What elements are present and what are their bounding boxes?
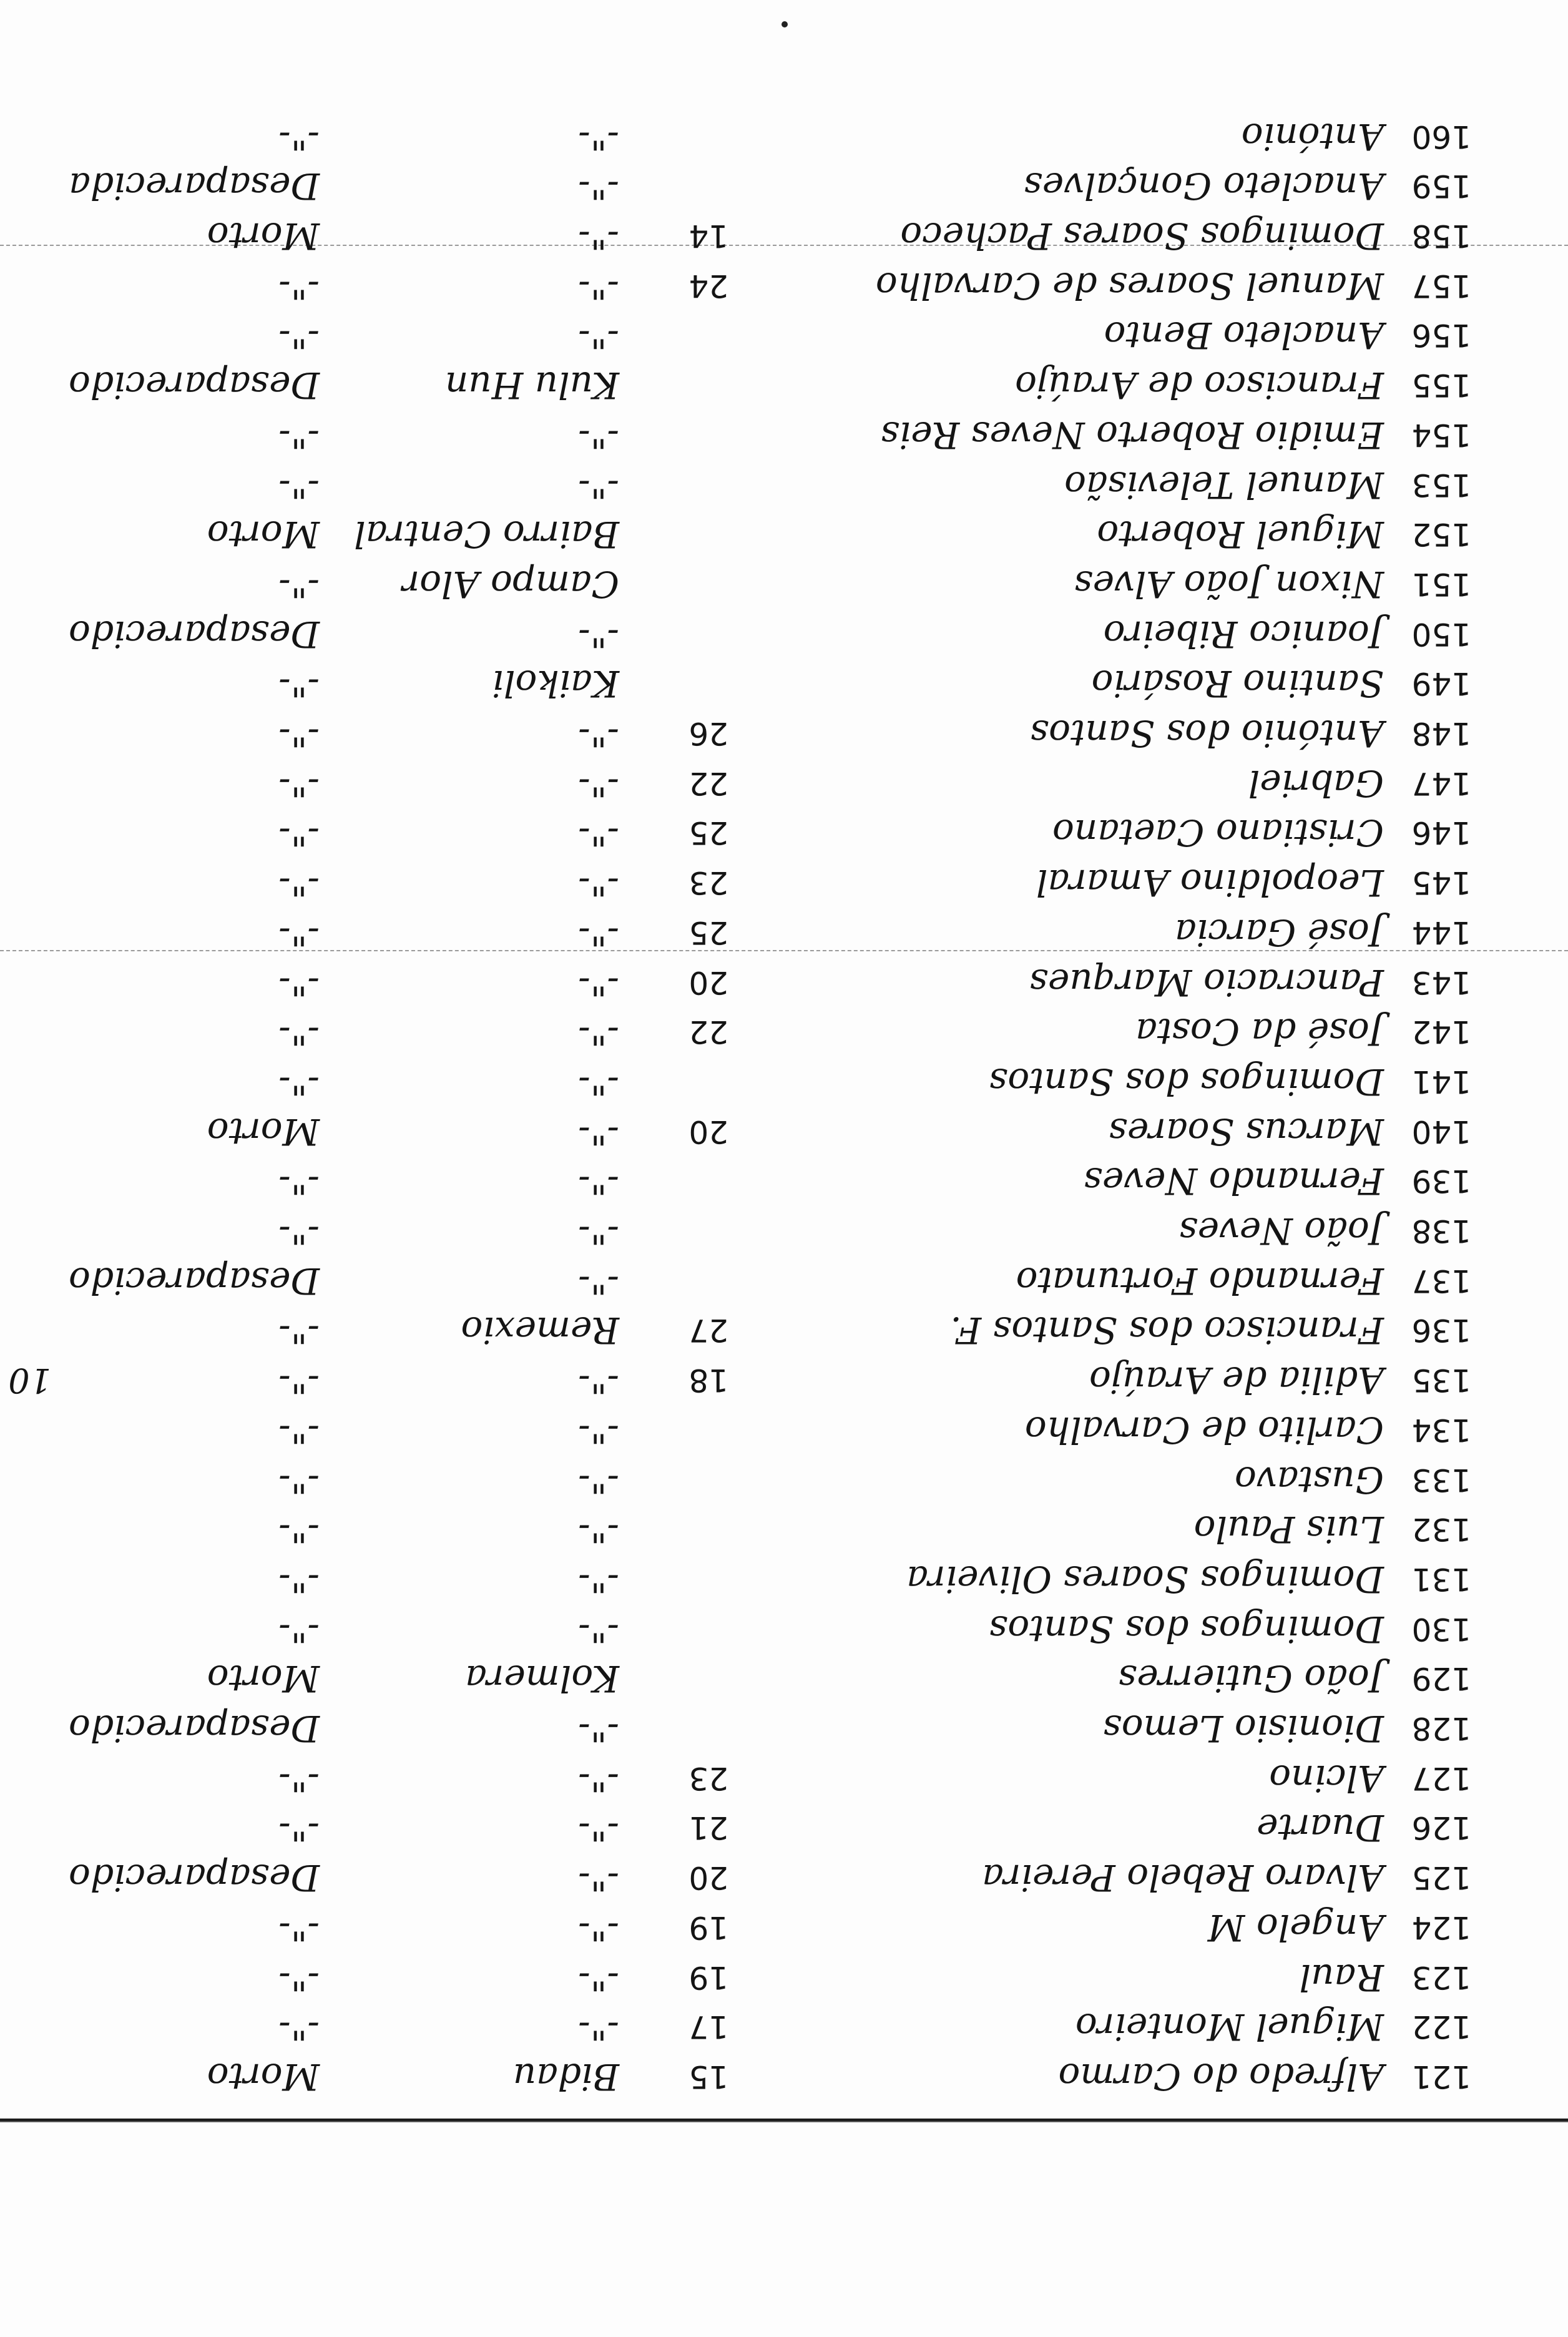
row-number: 139 [1411, 1163, 1471, 1199]
person-name: João Neves [1178, 1210, 1384, 1252]
list-row [0, 959, 1568, 1006]
place-name: Kulu Hun [444, 364, 619, 406]
person-status: -"- [278, 464, 320, 506]
person-name: António [1241, 115, 1384, 158]
place-name: -"- [578, 861, 619, 904]
person-name: Luis Paulo [1193, 1508, 1384, 1551]
person-name: Leopoldino Amaral [1036, 861, 1384, 904]
list-row [0, 1506, 1568, 1552]
person-name: Santino Rosário [1091, 662, 1384, 705]
row-number: 122 [1411, 2009, 1471, 2045]
place-name: -"- [578, 1409, 619, 1451]
place-name: -"- [578, 1707, 619, 1750]
place-name: -"- [578, 414, 619, 456]
person-age: 20 [688, 1114, 728, 1150]
person-name: Marcus Soares [1109, 1110, 1384, 1153]
person-status: -"- [278, 1806, 320, 1849]
row-number: 145 [1411, 865, 1471, 901]
person-name: Miguel Roberto [1097, 513, 1384, 556]
person-status: -"- [278, 1906, 320, 1949]
person-status: -"- [278, 1160, 320, 1202]
person-status: -"- [278, 712, 320, 755]
person-name: José da Costa [1135, 1011, 1384, 1053]
person-name: Domingos Soares Pacheco [900, 215, 1384, 257]
row-number: 142 [1411, 1014, 1471, 1050]
person-status: -"- [278, 1608, 320, 1650]
list-row [0, 1805, 1568, 1851]
place-name: -"- [578, 1906, 619, 1949]
list-row [0, 561, 1568, 607]
person-name: Dionisio Lemos [1102, 1707, 1384, 1750]
row-number: 153 [1411, 467, 1471, 503]
person-age: 26 [688, 715, 728, 752]
list-row [0, 1357, 1568, 1403]
list-row [0, 1208, 1568, 1254]
list-row [0, 1655, 1568, 1702]
list-row [0, 1009, 1568, 1055]
person-status: Desaparecida [69, 165, 320, 207]
person-name: Anacleto Bento [1104, 314, 1384, 356]
person-age: 22 [688, 1014, 728, 1050]
person-status: Desaparecido [68, 364, 320, 406]
list-row [0, 511, 1568, 557]
place-name: -"- [578, 1757, 619, 1800]
place-name: -"- [578, 762, 619, 805]
list-row [0, 263, 1568, 309]
place-name: -"- [578, 911, 619, 954]
person-status: Morto [207, 1110, 320, 1153]
person-name: Pancracio Marques [1029, 961, 1384, 1004]
row-number: 156 [1411, 317, 1471, 353]
person-name: Cristiano Caetano [1052, 811, 1384, 854]
row-number: 141 [1411, 1064, 1471, 1100]
place-name: -"- [578, 1110, 619, 1153]
person-status: -"- [278, 1210, 320, 1252]
place-name: -"- [578, 1359, 619, 1401]
person-status: Desaparecido [68, 1856, 320, 1899]
list-row [0, 1109, 1568, 1155]
list-row [0, 660, 1568, 707]
row-number: 154 [1411, 417, 1471, 453]
row-number: 157 [1411, 268, 1471, 304]
place-name: Bairro Central [354, 513, 619, 556]
person-status: -"- [278, 115, 320, 158]
person-status: -"- [278, 1359, 320, 1401]
row-number: 147 [1411, 765, 1471, 801]
row-number: 160 [1411, 119, 1471, 155]
place-name: Campo Alor [402, 563, 619, 605]
person-name: José Garcia [1175, 911, 1384, 954]
row-number: 127 [1411, 1760, 1471, 1796]
person-status: -"- [278, 1309, 320, 1351]
person-status: -"- [278, 1409, 320, 1451]
place-name: -"- [578, 1160, 619, 1202]
person-name: Carlito de Carvalho [1024, 1409, 1384, 1451]
list-row [0, 860, 1568, 906]
list-row [0, 760, 1568, 806]
list-row [0, 2004, 1568, 2050]
person-status: -"- [278, 563, 320, 605]
row-number: 135 [1411, 1362, 1471, 1398]
person-status: -"- [278, 961, 320, 1004]
person-status: -"- [278, 861, 320, 904]
row-number: 151 [1411, 566, 1471, 602]
list-row [0, 2054, 1568, 2100]
person-name: Gabriel [1248, 762, 1384, 805]
person-name: Raul [1299, 1956, 1384, 1999]
person-status: -"- [278, 1508, 320, 1551]
list-row [0, 1307, 1568, 1353]
row-number: 126 [1411, 1810, 1471, 1846]
person-name: Emidio Roberto Neves Reis [880, 414, 1384, 456]
list-row [0, 1158, 1568, 1204]
place-name: -"- [578, 1061, 619, 1103]
place-name: -"- [578, 165, 619, 207]
place-name: -"- [578, 215, 619, 257]
person-name: Alvaro Rebelo Pereira [982, 1856, 1384, 1899]
person-status: -"- [278, 1757, 320, 1800]
person-name: Domingos dos Santos [989, 1608, 1384, 1650]
person-age: 24 [688, 268, 728, 304]
person-status: -"- [278, 811, 320, 854]
person-status: -"- [278, 1011, 320, 1053]
person-age: 17 [688, 2009, 728, 2045]
person-name: Gustavo [1234, 1459, 1384, 1501]
person-name: Angelo M [1208, 1906, 1384, 1949]
person-status: -"- [278, 314, 320, 356]
place-name: -"- [578, 1459, 619, 1501]
row-number: 136 [1411, 1312, 1471, 1348]
person-status: Morto [207, 1657, 320, 1700]
row-number: 138 [1411, 1213, 1471, 1249]
person-status: -"- [278, 414, 320, 456]
person-age: 23 [688, 1760, 728, 1796]
person-name: Fernando Fortunato [1016, 1260, 1384, 1302]
place-name: -"- [578, 1260, 619, 1302]
header-rule-thick [0, 2119, 1568, 2121]
person-name: Anacleto Gonçalves [1024, 165, 1384, 207]
person-status: Morto [207, 215, 320, 257]
row-number: 149 [1411, 665, 1471, 702]
person-age: 23 [688, 865, 728, 901]
list-row [0, 1854, 1568, 1901]
list-row [0, 710, 1568, 757]
row-number: 140 [1411, 1114, 1471, 1150]
person-name: Duarte [1257, 1806, 1384, 1849]
row-number: 128 [1411, 1710, 1471, 1747]
list-row [0, 1606, 1568, 1652]
person-status: Desaparecido [68, 1707, 320, 1750]
place-name: Bidau [512, 2055, 619, 2098]
stray-mark [782, 21, 788, 27]
person-status: Morto [207, 2055, 320, 2098]
person-status: -"- [278, 911, 320, 954]
person-age: 15 [688, 2059, 728, 2095]
row-number: 123 [1411, 1959, 1471, 1996]
list-row [0, 163, 1568, 209]
person-name: Adilia de Araújo [1089, 1359, 1384, 1401]
person-age: 14 [688, 218, 728, 254]
list-row [0, 362, 1568, 408]
list-row [0, 213, 1568, 259]
row-number: 121 [1411, 2059, 1471, 2095]
person-name: João Gutierres [1118, 1657, 1384, 1700]
place-name: -"- [578, 1558, 619, 1600]
person-age: 18 [688, 1362, 728, 1398]
place-name: -"- [578, 314, 619, 356]
row-number: 130 [1411, 1611, 1471, 1647]
person-name: Domingos Soares Oliveira [906, 1558, 1384, 1600]
list-row [0, 1904, 1568, 1951]
person-status: -"- [278, 2006, 320, 2048]
person-name: Alfredo do Carmo [1058, 2055, 1384, 2098]
row-number: 146 [1411, 815, 1471, 851]
person-status: -"- [278, 762, 320, 805]
list-row [0, 1258, 1568, 1304]
list-row [0, 1556, 1568, 1602]
list-row [0, 1705, 1568, 1752]
person-age: 25 [688, 914, 728, 951]
person-age: 21 [688, 1810, 728, 1846]
person-status: -"- [278, 1558, 320, 1600]
list-row [0, 1407, 1568, 1453]
header-rule-thin [0, 2121, 1568, 2122]
person-status: Desaparecido [68, 1260, 320, 1302]
row-number: 150 [1411, 616, 1471, 652]
list-row [0, 909, 1568, 956]
person-name: Fernando Neves [1084, 1160, 1384, 1202]
person-age: 19 [688, 1959, 728, 1996]
list-row [0, 412, 1568, 458]
row-number: 152 [1411, 516, 1471, 552]
place-name: Kolmera [465, 1657, 619, 1700]
row-number: 143 [1411, 964, 1471, 1001]
list-row [0, 1457, 1568, 1503]
row-number: 132 [1411, 1511, 1471, 1547]
place-name: -"- [578, 811, 619, 854]
person-age: 20 [688, 1859, 728, 1896]
person-age: 20 [688, 964, 728, 1001]
place-name: -"- [578, 1608, 619, 1650]
person-age: 22 [688, 765, 728, 801]
person-name: Nixon João Alves [1074, 563, 1384, 605]
row-number: 129 [1411, 1660, 1471, 1697]
place-name: -"- [578, 1011, 619, 1053]
place-name: -"- [578, 1956, 619, 1999]
place-name: Kaikoli [492, 662, 619, 705]
list-row [0, 611, 1568, 657]
place-name: -"- [578, 1210, 619, 1252]
place-name: -"- [578, 115, 619, 158]
place-name: -"- [578, 613, 619, 655]
list-row [0, 1059, 1568, 1105]
list-row [0, 1954, 1568, 2001]
row-number: 159 [1411, 168, 1471, 204]
place-name: -"- [578, 265, 619, 307]
person-name: Manuel Televisão [1064, 464, 1384, 506]
person-name: Miguel Monteiro [1075, 2006, 1384, 2048]
row-number: 137 [1411, 1263, 1471, 1299]
place-name: -"- [578, 1806, 619, 1849]
row-number: 134 [1411, 1412, 1471, 1448]
row-number: 131 [1411, 1561, 1471, 1597]
person-status: -"- [278, 1459, 320, 1501]
person-name: Domingos dos Santos [989, 1061, 1384, 1103]
person-name: Joanico Ribeiro [1103, 613, 1384, 655]
place-name: -"- [578, 961, 619, 1004]
place-name: -"- [578, 2006, 619, 2048]
person-name: António dos Santos [1030, 712, 1384, 755]
person-name: Alcino [1269, 1757, 1384, 1800]
row-number: 133 [1411, 1462, 1471, 1498]
list-row [0, 810, 1568, 856]
place-name: -"- [578, 1508, 619, 1551]
person-name: Francisco dos Santos F. [950, 1309, 1384, 1351]
person-status: -"- [278, 1956, 320, 1999]
row-number: 148 [1411, 715, 1471, 752]
person-age: 19 [688, 1909, 728, 1946]
row-number: 144 [1411, 914, 1471, 951]
person-status: -"- [278, 662, 320, 705]
place-name: -"- [578, 712, 619, 755]
place-name: -"- [578, 1856, 619, 1899]
person-name: Francisco de Araújo [1015, 364, 1384, 406]
person-status: Desaparecido [68, 613, 320, 655]
person-status: -"- [278, 1061, 320, 1103]
person-age: 25 [688, 815, 728, 851]
list-row [0, 312, 1568, 358]
person-name: Manuel Soares de Carvalho [875, 265, 1384, 307]
place-name: Remexio [461, 1309, 619, 1351]
margin-note: 10 [8, 1361, 51, 1400]
person-age: 27 [688, 1312, 728, 1348]
list-row [0, 1755, 1568, 1801]
row-number: 124 [1411, 1909, 1471, 1946]
row-number: 158 [1411, 218, 1471, 254]
row-number: 155 [1411, 367, 1471, 403]
person-status: -"- [278, 265, 320, 307]
place-name: -"- [578, 464, 619, 506]
row-number: 125 [1411, 1859, 1471, 1896]
person-status: Morto [207, 513, 320, 556]
list-row [0, 462, 1568, 508]
list-row [0, 114, 1568, 160]
